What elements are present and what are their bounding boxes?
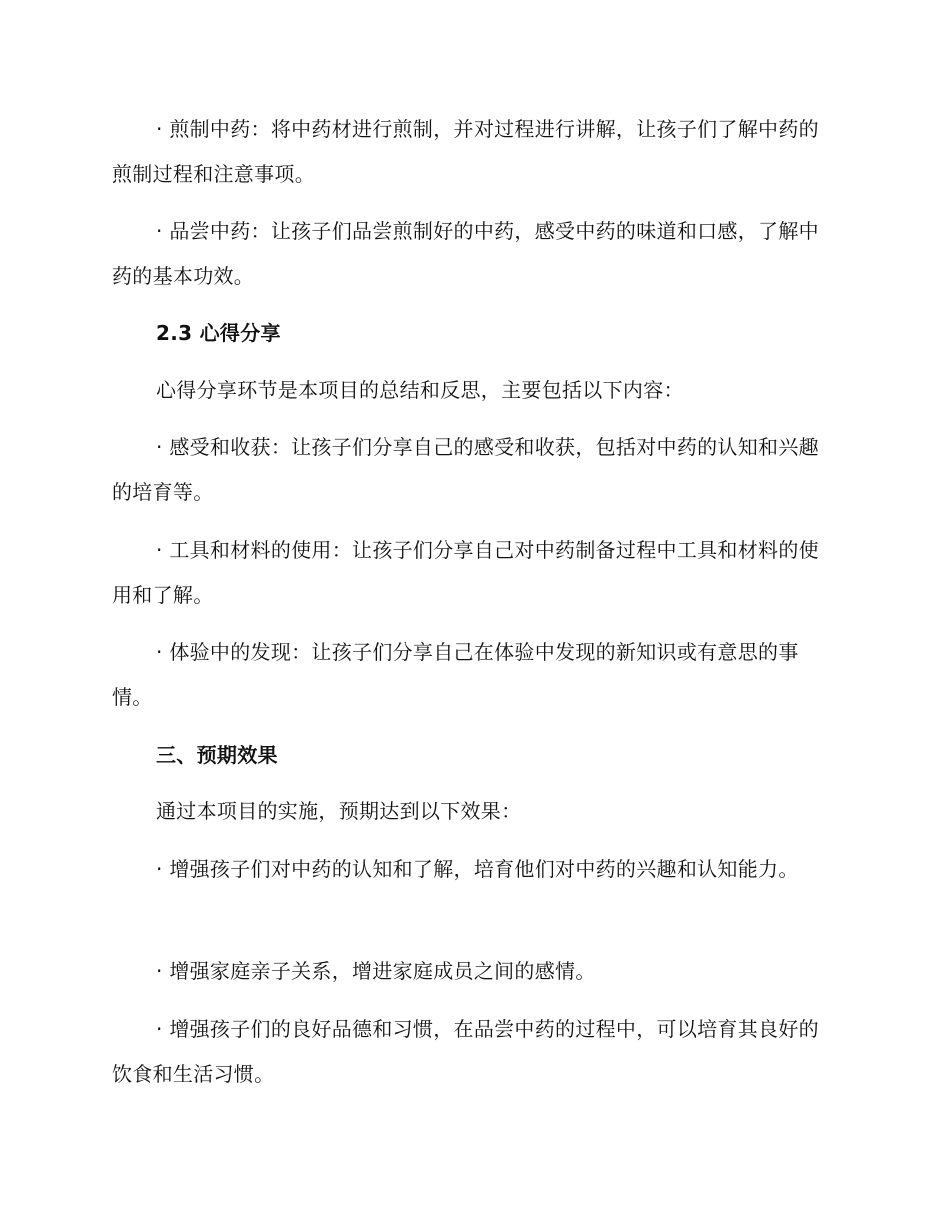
list-item-cognition: · 增强孩子们对中药的认知和了解，培育他们对中药的兴趣和认知能力。: [156, 857, 799, 881]
section-heading-2-3: 2.3 心得分享: [156, 321, 281, 345]
list-item-habits: · 增强孩子们的良好品德和习惯，在品尝中药的过程中，可以培育其良好的饮食和生活习惯。: [112, 1017, 819, 1086]
paragraph-taste-medicine: · 品尝中药：让孩子们品尝煎制好的中药，感受中药的味道和口感，了解中药的基本功效。: [112, 219, 819, 288]
list-item-discoveries: · 体验中的发现：让孩子们分享自己在体验中发现的新知识或有意思的事情。: [112, 640, 799, 709]
list-item-family: · 增强家庭亲子关系，增进家庭成员之间的感情。: [156, 959, 596, 983]
section-heading-3: 三、预期效果: [156, 743, 278, 767]
list-item-feelings: · 感受和收获：让孩子们分享自己的感受和收获，包括对中药的认知和兴趣的培育等。: [112, 435, 819, 504]
list-item-tools: · 工具和材料的使用：让孩子们分享自己对中药制备过程中工具和材料的使用和了解。: [112, 538, 819, 607]
section-intro-2-3: 心得分享环节是本项目的总结和反思，主要包括以下内容：: [156, 378, 684, 402]
paragraph-decoct-medicine: · 煎制中药：将中药材进行煎制，并对过程进行讲解，让孩子们了解中药的煎制过程和注意事项。: [112, 117, 819, 186]
section-intro-3: 通过本项目的实施，预期达到以下效果：: [156, 799, 522, 823]
